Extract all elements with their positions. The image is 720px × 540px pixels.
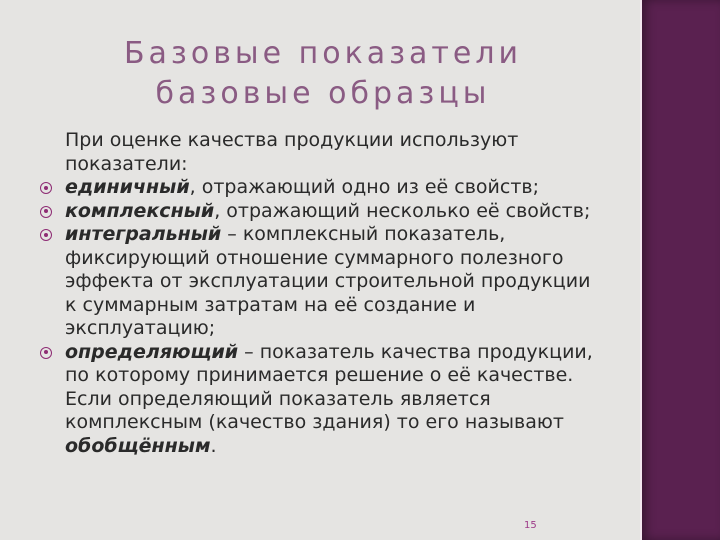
slide-title [88,34,558,114]
item-text-complex: , отражающий несколько её свойств; [214,199,591,222]
term-determining: определяющий [65,340,239,363]
circled-dot-bullet-icon [40,229,52,241]
item-text-determining: – показатель качества продукции, по которому принимается решение о её качестве. Если определяющий показатель является комплексным (качество здания) то его называют [65,340,593,433]
side-band-edge [640,0,642,540]
list-item-integral [40,223,600,341]
slide-number: 15 [524,520,537,531]
term-complex: комплексный [65,199,215,222]
item-text-tail: . [210,434,217,457]
item-text-integral: – комплексный показатель, фиксирующий отношение суммарного полезного эффекта от эксплуатации строительной продукции к суммарным затратам на её создание и эксплуатацию; [65,223,591,339]
list-item-complex [40,200,600,224]
item-text-single: , отражающий одно из её свойств; [189,176,540,198]
circled-dot-bullet-icon [40,206,52,218]
slide-title-line-2: базовые образцы [155,76,491,111]
indicator-list [40,176,600,458]
term-generalized: обобщённым [65,434,211,457]
circled-dot-bullet-icon [40,182,52,194]
term-integral: интегральный [65,223,222,245]
circled-dot-bullet-icon [40,347,52,359]
slide-body [40,129,600,458]
term-single: единичный [65,176,190,198]
decorative-side-band [640,0,720,540]
slide-title-line-1: Базовые показатели [123,36,523,71]
list-item-determining [40,341,600,459]
intro-text: При оценке качества продукции используют показатели: [65,129,519,175]
list-item-single [40,176,600,200]
